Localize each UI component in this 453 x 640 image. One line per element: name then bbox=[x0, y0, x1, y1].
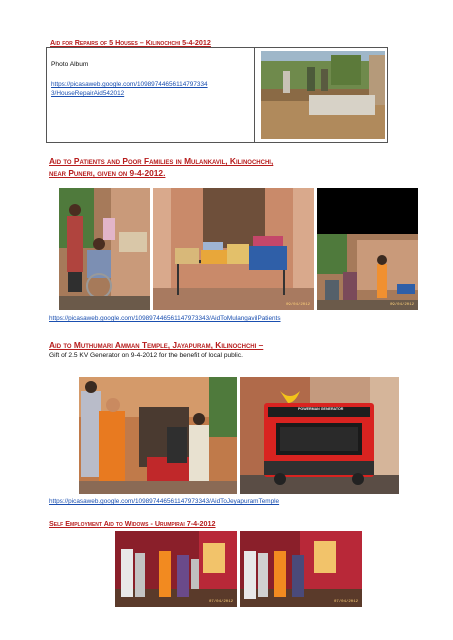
temple-ceremony-photo bbox=[79, 377, 237, 494]
widows-aid-photo-2 bbox=[240, 531, 362, 607]
section1-heading: Aid for Repairs of 5 Houses – Kilinochchi 5-4-2012 bbox=[50, 38, 211, 47]
section2-heading-line2: near Puneri, given on 9-4-2012. bbox=[49, 168, 166, 178]
patients-album-link[interactable]: https://picasaweb.google.com/109897446561147973343/AidToMulangavilPatients bbox=[49, 315, 281, 322]
relief-goods-photo bbox=[153, 188, 314, 310]
album-link-line1[interactable]: https://picasaweb.google.com/10989744656114797334 bbox=[51, 81, 208, 88]
temple-album-link[interactable]: https://picasaweb.google.com/109897446561147973343/AidToJeyapuramTemple bbox=[49, 498, 280, 505]
photo-date-stamp-4: 07/04/2012 bbox=[333, 600, 358, 604]
generator-brand-label: POWERMAN GENERATOR bbox=[298, 407, 344, 411]
section3-heading: Aid to Muthumari Amman Temple, Jayapuram, Kilinochchi – bbox=[49, 340, 264, 350]
widows-aid-photo-1 bbox=[115, 531, 237, 607]
distribution-photo bbox=[317, 188, 418, 310]
generator-photo bbox=[240, 377, 399, 494]
photo-date-stamp: 09/04/2012 bbox=[285, 303, 310, 307]
album-table bbox=[46, 47, 388, 143]
section2-heading-line1: Aid to Patients and Poor Families in Mulankavil, Kilinochchi, bbox=[49, 156, 274, 166]
album-link-line2[interactable]: 3/HouseRepairAid542012 bbox=[51, 90, 125, 97]
photo-date-stamp-2: 09/04/2012 bbox=[389, 303, 414, 307]
photo-album-label: Photo Album bbox=[51, 61, 89, 68]
section3-body: Gift of 2.5 KV Generator on 9-4-2012 for the benefit of local public. bbox=[49, 352, 243, 359]
patients-photo bbox=[59, 188, 150, 310]
section4-heading: Self Employment Aid to Widows - Urumpirai 7-4-2012 bbox=[49, 519, 216, 528]
table-divider bbox=[254, 48, 255, 142]
photo-date-stamp-3: 07/04/2012 bbox=[208, 600, 233, 604]
house-repair-photo bbox=[261, 51, 385, 139]
